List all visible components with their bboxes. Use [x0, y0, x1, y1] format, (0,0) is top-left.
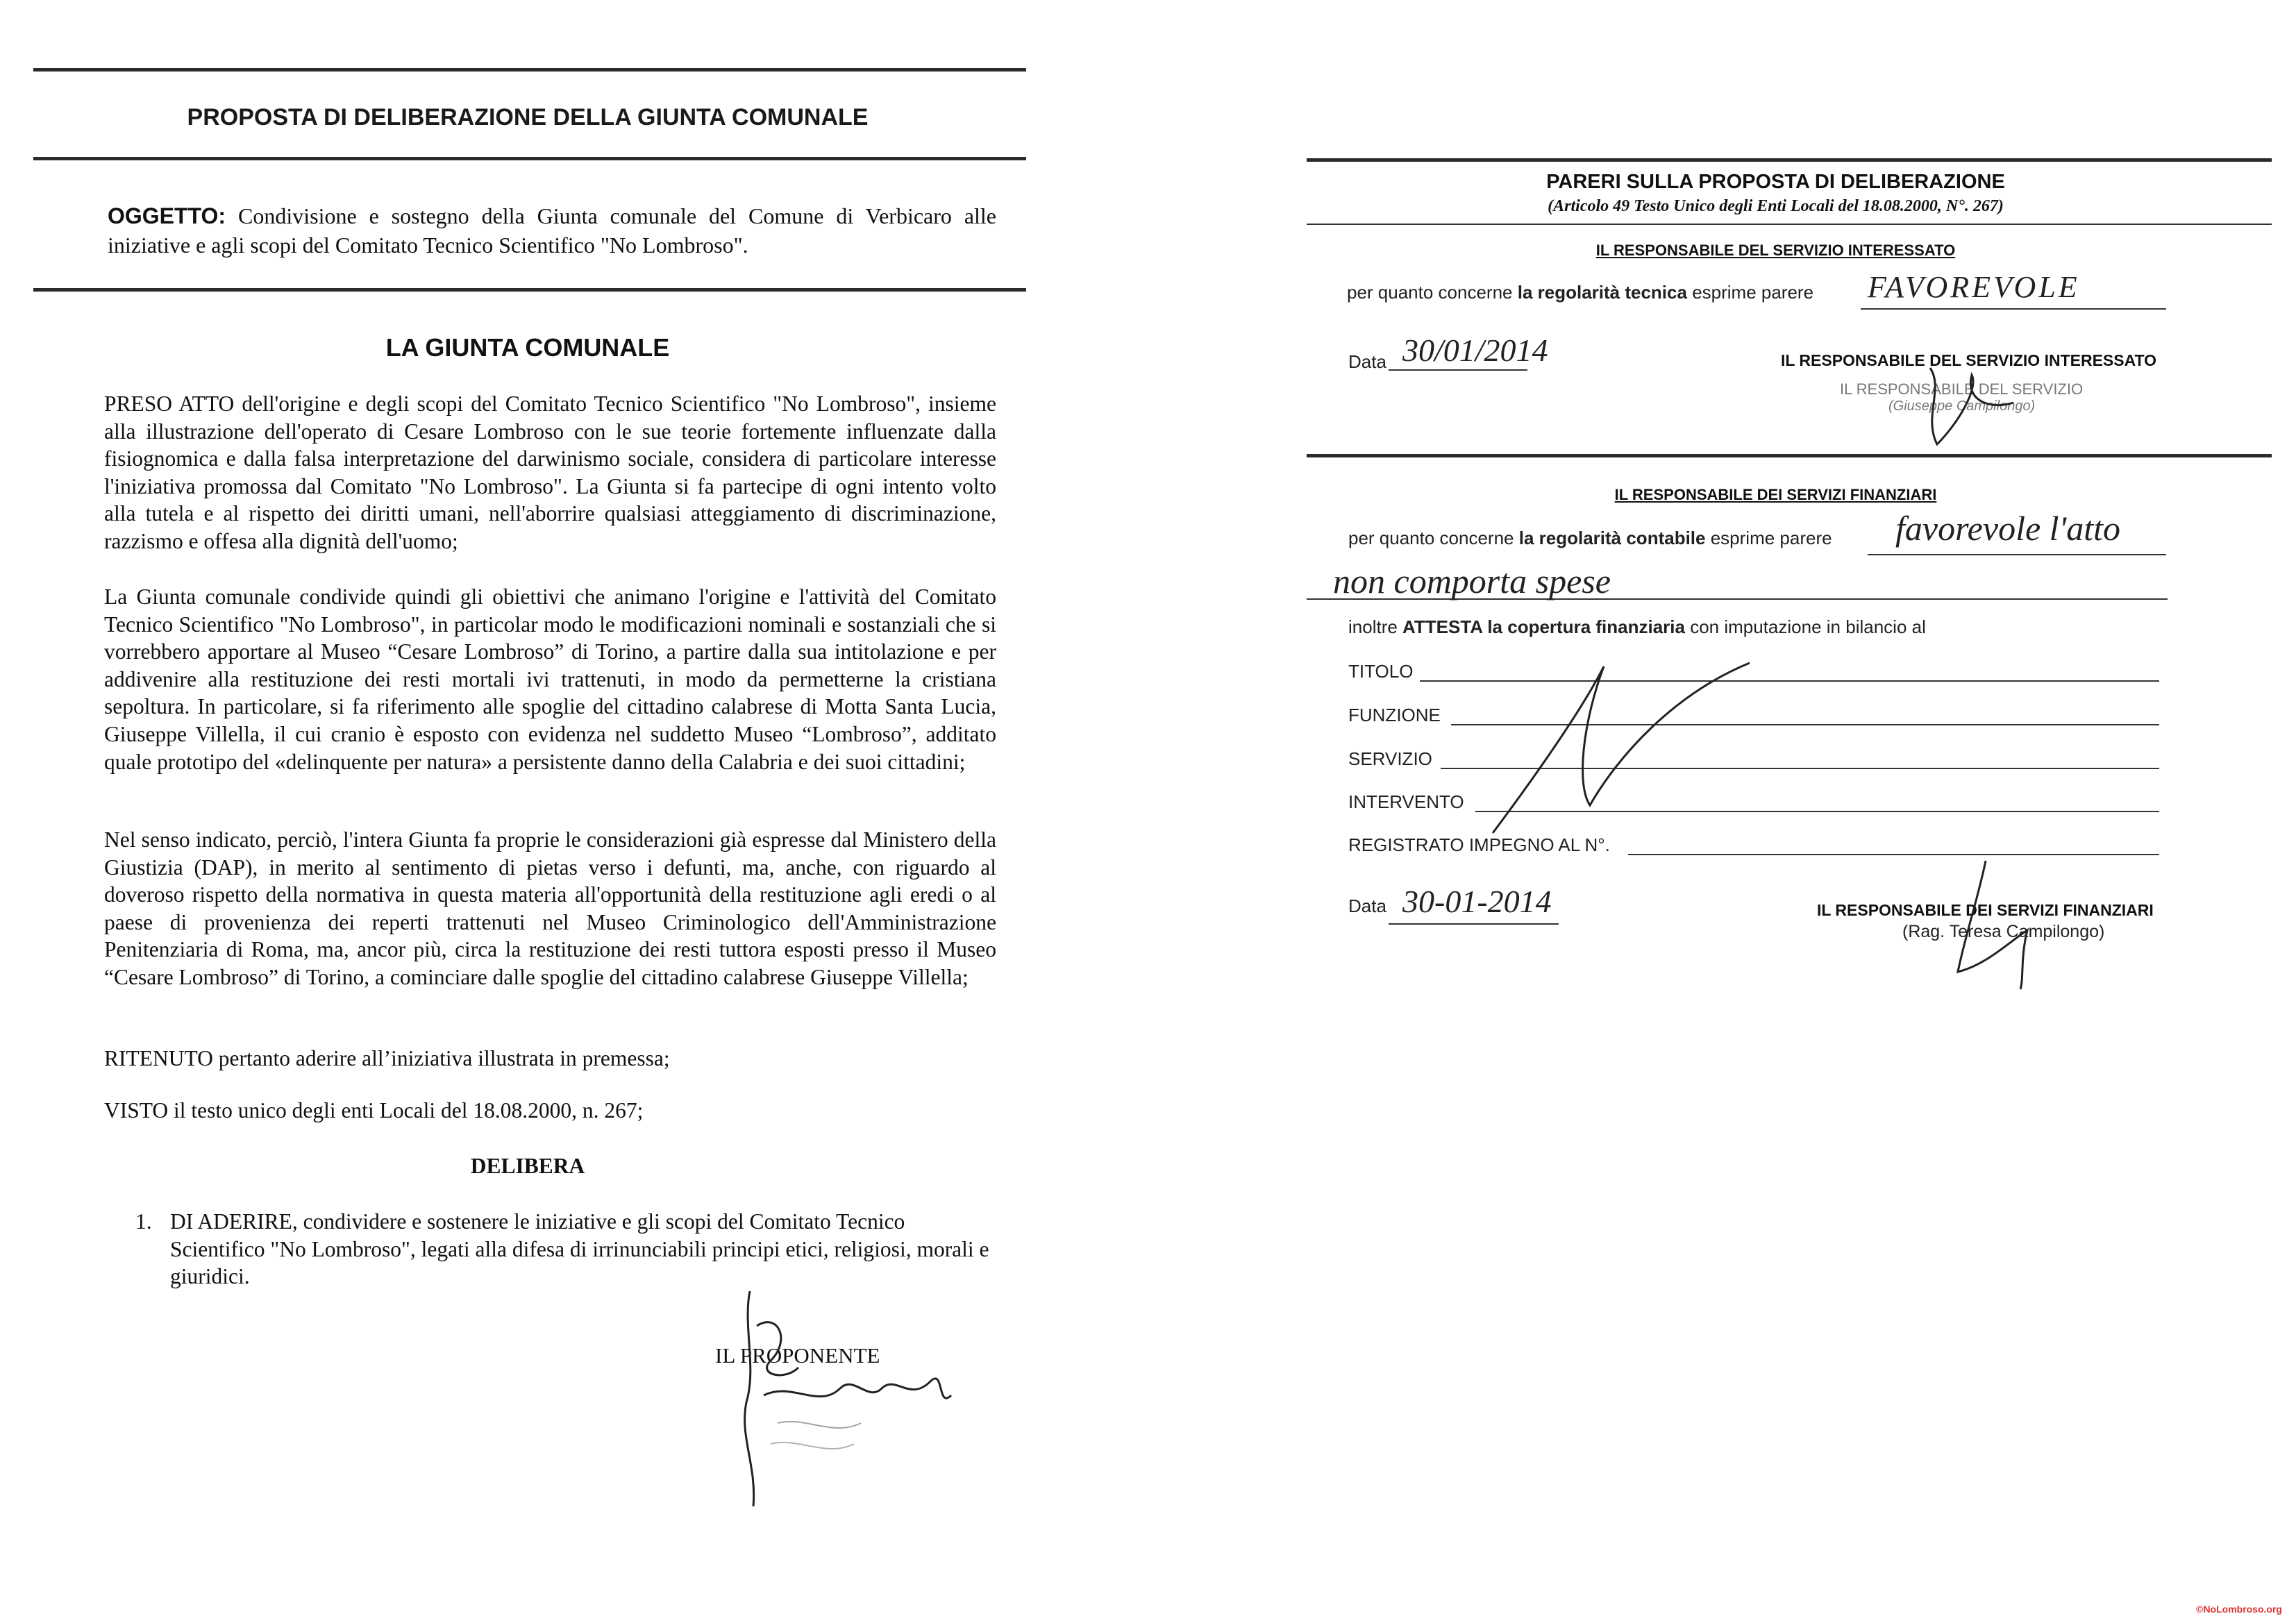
field-registrato-line [1628, 854, 2159, 855]
section-divider [1307, 454, 2272, 457]
paragraph-condivide: La Giunta comunale condivide quindi gli obiettivi che animano l'origine e l'attività del Comitato Tecnico Scientifico "No Lombroso", in particolar modo le modificazioni nominali e sostanziali che si vorrebbero apportare al Museo “Cesare Lombroso” di Torino, a partire dalla sua intitolazione e per addivenire alla restituzione dei resti mortali ivi trattenuti, in modo da permetterne la cristiana sepoltura. In particolare, si fa riferimento alle spoglie del cittadino calabrese di Motta Santa Lucia, Giuseppe Villella, il cui cranio è esposto con evidenza nel suddetto Museo “Lombroso”, additato quale prototipo del «delinquente per natura» a persistente danno della Calabria e dei suoi cittadini; [104, 585, 996, 774]
tecnica-prefix: per quanto concerne [1347, 282, 1518, 303]
tecnica-bold: la regolarità tecnica [1517, 282, 1687, 303]
contabile-bold: la regolarità contabile [1518, 528, 1706, 548]
field-funzione: FUNZIONE [1348, 705, 1441, 725]
field-servizio: SERVIZIO [1348, 748, 1432, 769]
contabile-signature-label: IL RESPONSABILE DEI SERVIZI FINANZIARI [1817, 901, 2154, 919]
oggetto-text: Condivisione e sostegno della Giunta comunale del Comune di Verbicaro alle iniziative e agli scopi del Comitato Tecnico Scientifico "No Lombroso". [108, 203, 996, 258]
paragraph-nel-senso: Nel senso indicato, perciò, l'intera Giunta fa proprie le considerazioni già espresse dal Ministero della Giustizia (DAP), in merito al sentimento di pietas verso i defunti, ma, anche, con riguardo al doveroso rispetto della normativa in questa materia all'opportunità della restituzione agli eredi o al paese di provenienza dei reperti trattenuti nel Museo Criminologico dell'Amministrazione Penitenziaria di Roma, ma, ancor più, circa la restituzione dei resti tuttora esposti presso il Museo “Cesare Lombroso” di Torino, a cominciare dalle spoglie del cittadino calabrese Giuseppe Villella; [104, 827, 996, 989]
top-rule [33, 68, 1026, 72]
paragraph-preso-atto: PRESO ATTO dell'origine e degli scopi del Comitato Tecnico Scientifico "No Lombroso", insieme alla illustrazione dell'operato di Cesare Lombroso con le sue teorie fortemente influenzate dalla fisiognomica e dalla falsa interpretazione del darwinismo sociale, considera di particolare interesse l'iniziativa promossa dal Comitato "No Lombroso". La Giunta si fa partecipe di ogni intento volto alla tutela e al rispetto dei diritti umani, nell'aborrire qualsiasi atteggiamento di discriminazione, razzismo e offesa alla dignità dell'uomo; [104, 392, 996, 553]
field-titolo: TITOLO [1348, 661, 1414, 682]
pareri-page [1291, 0, 2296, 1623]
attesta-suffix: con imputazione in bilancio al [1684, 616, 1926, 637]
pareri-sub-rule [1307, 224, 2272, 225]
attesta-bold: ATTESTA la copertura finanziaria [1402, 616, 1685, 637]
tecnica-signature-label: IL RESPONSABILE DEL SERVIZIO INTERESSATO [1781, 351, 2157, 369]
tecnica-data-label: Data [1348, 351, 1386, 372]
contabile-prefix: per quanto concerne [1348, 528, 1519, 548]
delibera-item [135, 1208, 996, 1290]
tecnica-parere-line-blank [1861, 308, 2166, 310]
fields-strike-through [1479, 653, 1757, 854]
contabile-signature [1944, 854, 2041, 993]
pareri-title: PARERI SULLA PROPOSTA DI DELIBERAZIONE [1546, 171, 2005, 193]
contabile-heading: IL RESPONSABILE DEI SERVIZI FINANZIARI [1614, 486, 1937, 503]
giunta-heading: LA GIUNTA COMUNALE [385, 333, 670, 362]
tecnica-signature [1916, 361, 2027, 451]
tecnica-stamp-line2: (Giuseppe Campilongo) [1888, 398, 2036, 414]
pareri-top-rule [1307, 158, 2272, 162]
contabile-suffix: esprime parere [1705, 528, 1832, 548]
attesta-prefix: inoltre [1348, 616, 1403, 637]
field-intervento: INTERVENTO [1348, 791, 1464, 812]
watermark: ©NoLombroso.org [2196, 1604, 2282, 1615]
title-rule [33, 157, 1026, 160]
contabile-parere-line-blank [1868, 554, 2166, 555]
proponente-label: IL PROPONENTE [715, 1343, 880, 1368]
contabile-signature-name: (Rag. Teresa Campilongo) [1902, 922, 2105, 941]
proponente-signature [736, 1284, 958, 1513]
delibera-item-text: DI ADERIRE, condividere e sostenere le iniziative e gli scopi del Comitato Tecnico Scientifico "No Lombroso", legati alla difesa di irrinunciabili principi etici, religiosi, morali e giuridici. [170, 1209, 989, 1289]
tecnica-suffix: esprime parere [1686, 282, 1814, 303]
oggetto-label: OGGETTO: [108, 203, 226, 228]
field-registrato: REGISTRATO IMPEGNO AL N°. [1348, 834, 1610, 855]
tecnica-heading: IL RESPONSABILE DEL SERVIZIO INTERESSATO [1595, 242, 1956, 259]
oggetto-rule [33, 288, 1026, 292]
tecnica-data-line [1389, 369, 1527, 371]
oggetto [108, 201, 996, 260]
contabile-parere-line [1348, 528, 1832, 549]
proposta-page [0, 0, 1055, 1623]
attesta-line [1348, 616, 1926, 638]
paragraph-ritenuto: RITENUTO pertanto aderire all’iniziativa illustrata in premessa; [104, 1046, 670, 1070]
tecnica-parere-line [1347, 282, 1813, 303]
tecnica-handwritten-parere: FAVOREVOLE [1868, 270, 2080, 304]
proposta-title: PROPOSTA DI DELIBERAZIONE DELLA GIUNTA COMUNALE [187, 104, 869, 131]
tecnica-stamp-line1: IL RESPONSABILE DEL SERVIZIO [1840, 380, 2084, 398]
tecnica-handwritten-date: 30/01/2014 [1402, 333, 1548, 368]
delibera-item-number: 1. [135, 1209, 152, 1234]
contabile-handwritten-parere-1: favorevole l'atto [1895, 509, 2121, 548]
contabile-data-label: Data [1348, 895, 1386, 916]
contabile-handwritten-parere-2: non comporta spese [1333, 562, 1611, 600]
paragraph-visto: VISTO il testo unico degli enti Locali del 18.08.2000, n. 267; [104, 1098, 644, 1122]
contabile-handwritten-date: 30-01-2014 [1402, 884, 1552, 919]
pareri-subtitle: (Articolo 49 Testo Unico degli Enti Locali del 18.08.2000, N°. 267) [1548, 197, 2004, 215]
delibera-heading: DELIBERA [470, 1154, 585, 1178]
contabile-data-line [1389, 923, 1559, 925]
